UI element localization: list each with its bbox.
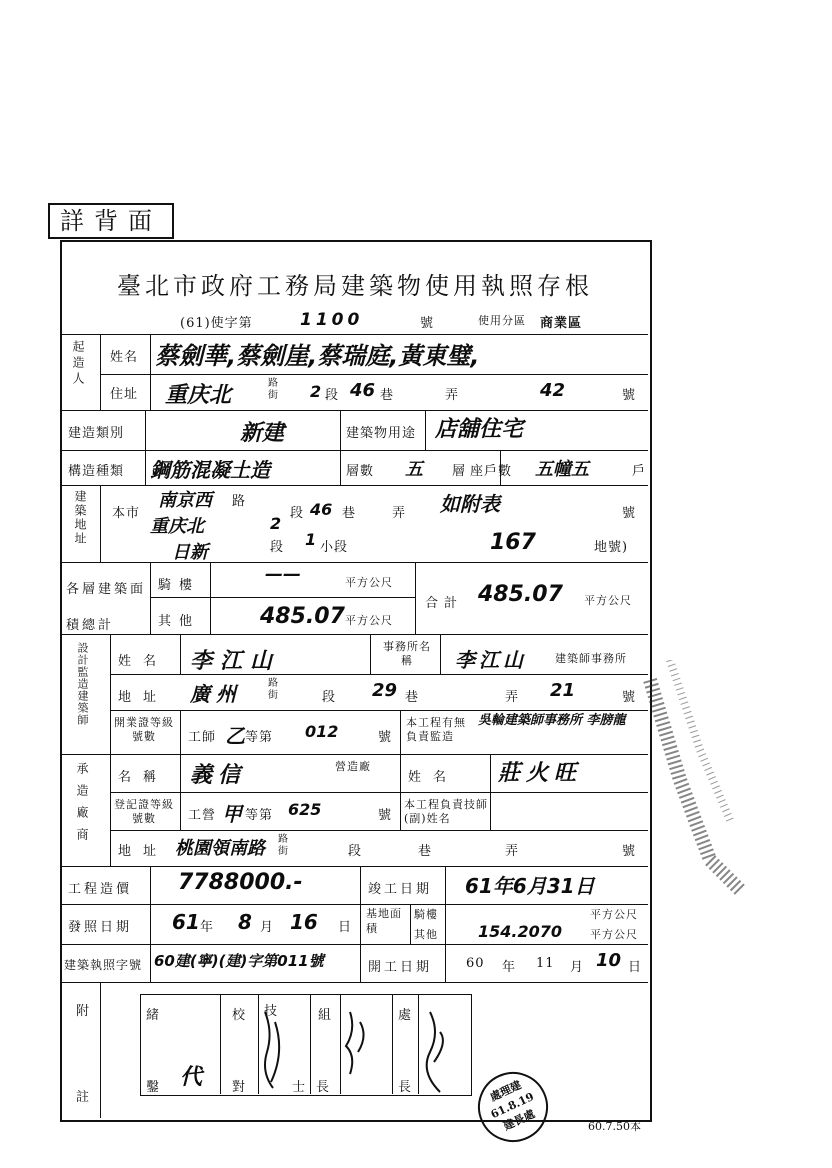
start-day-label: 日	[628, 960, 643, 975]
signature-col-3: 技	[264, 1004, 279, 1019]
applicant-sec: 2	[310, 382, 322, 401]
completion-value: 61年6月31日	[465, 874, 595, 898]
other-area-label: 其他	[158, 614, 201, 629]
architect-lane: 29	[372, 680, 398, 701]
scan-noise	[640, 660, 760, 900]
architect-alley-label: 弄	[505, 690, 520, 705]
row-rule	[110, 830, 648, 831]
units-unit: 戶	[632, 464, 647, 479]
applicant-alley-label: 弄	[445, 388, 460, 403]
floors-unit: 層	[452, 464, 467, 479]
site-lane-label: 巷	[342, 506, 357, 521]
col-rule	[100, 334, 101, 410]
contractor-name: 義信	[190, 763, 247, 788]
building-use-label: 建築物用途	[346, 426, 417, 441]
arcade-value: ——	[265, 564, 301, 585]
row-rule	[110, 792, 648, 793]
notes-label-top: 附	[76, 1004, 91, 1019]
architect-no-label: 號	[622, 690, 637, 705]
col-rule	[490, 754, 491, 830]
issue-date-label: 發照日期	[68, 920, 133, 935]
base-other-unit: 平方公尺	[590, 928, 638, 941]
architect-license-label: 開業證等級號數	[114, 716, 174, 743]
contractor-reg-grade: 工營	[188, 808, 217, 823]
contractor-lane-label: 巷	[418, 844, 433, 859]
permit-value: 60建(寧)(建)字第011號	[154, 952, 324, 970]
architect-license-grade: 工師	[188, 730, 217, 745]
contractor-name-label: 名稱	[118, 770, 169, 785]
site-alley-label: 弄	[392, 506, 407, 521]
architect-name: 李江山	[190, 649, 281, 674]
start-month: 11	[536, 956, 555, 971]
col-rule	[415, 562, 416, 634]
applicant-sec-label: 段	[325, 388, 340, 403]
col-rule	[400, 754, 401, 830]
applicant-road-label: 路街	[268, 378, 279, 401]
structure-label: 構造種類	[68, 464, 125, 479]
col-rule	[440, 634, 441, 674]
site-no: 如附表	[440, 492, 500, 516]
site-road1-label: 路	[232, 494, 247, 509]
arcade-label: 騎樓	[158, 578, 201, 593]
col-rule	[400, 710, 401, 754]
row-rule	[62, 754, 648, 755]
site-lot-label: 地號)	[594, 540, 629, 555]
issue-month: 8	[238, 910, 252, 934]
col-rule	[150, 866, 151, 982]
col-rule	[150, 562, 151, 634]
notes-label-bottom: 註	[76, 1090, 91, 1105]
signature-bottom-5: 長	[316, 1080, 331, 1095]
zone-value: 商業區	[540, 316, 583, 331]
site-no-label: 號	[622, 506, 637, 521]
contractor-alley-label: 弄	[505, 844, 520, 859]
contractor-section-label: 承造廠商	[75, 762, 89, 850]
permit-number-prefix: (61)使字第	[180, 316, 253, 331]
col-rule	[145, 410, 146, 485]
contractor-addr-label: 地址	[118, 844, 169, 859]
architect-supervisor-label: 本工程有無負責監造	[406, 716, 466, 743]
applicant-section-label: 起造人	[71, 340, 85, 388]
col-rule	[210, 562, 211, 634]
architect-office-label: 事務所名稱	[383, 640, 431, 667]
issue-year-label: 年	[200, 920, 215, 935]
start-month-label: 月	[570, 960, 585, 975]
architect-supervisor: 吳輪建築師事務所 李膀龍	[478, 713, 626, 728]
architect-addr: 廣州	[190, 682, 242, 706]
row-rule	[62, 634, 648, 635]
completion-label: 竣工日期	[368, 882, 433, 897]
building-type-value: 新建	[240, 421, 285, 446]
area-section-label: 各層建築面積總計	[66, 582, 147, 633]
col-rule	[410, 904, 411, 944]
architect-license-no: 012	[305, 722, 339, 741]
contractor-engineer-label: 本工程負責技師(副)姓名	[404, 798, 488, 825]
col-rule	[150, 334, 151, 410]
start-year: 60	[466, 956, 485, 971]
signature-col-2: 校	[232, 1008, 247, 1023]
total-area-unit: 平方公尺	[584, 594, 632, 607]
site-sec1: 2	[270, 514, 282, 533]
total-area-label: 合計	[425, 596, 464, 611]
contractor-grade-label: 等第	[245, 808, 274, 823]
applicant-addr-label: 住址	[110, 387, 139, 402]
contractor-person: 莊火旺	[498, 761, 583, 786]
site-lot: 167	[490, 530, 536, 555]
total-area-value: 485.07	[478, 582, 563, 607]
site-subsec: 1	[305, 530, 317, 549]
col-rule	[340, 410, 341, 485]
contractor-person-label: 姓名	[408, 770, 459, 785]
row-rule	[62, 450, 648, 451]
building-type-label: 建造類別	[68, 426, 125, 441]
row-rule	[100, 374, 648, 375]
site-sec2-label: 段	[270, 540, 285, 555]
start-date-label: 開工日期	[368, 960, 433, 975]
approval-stamp: 處理建 61.8.19 建長處	[466, 1060, 559, 1153]
col-rule	[370, 634, 371, 674]
row-rule	[62, 982, 648, 983]
site-district: 日新	[172, 542, 208, 563]
units-value: 五幢五	[535, 459, 589, 480]
applicant-lane-label: 巷	[380, 388, 395, 403]
architect-addr-label: 地址	[118, 690, 169, 705]
contractor-no-label: 號	[622, 844, 637, 859]
col-rule	[445, 866, 446, 982]
contractor-road-label: 路街	[278, 834, 289, 857]
base-other-label: 其他	[414, 928, 438, 941]
site-subsec-label: 小段	[320, 540, 349, 555]
col-rule	[425, 410, 426, 450]
issue-day: 16	[290, 910, 318, 934]
cost-value: 7788000.-	[178, 870, 303, 895]
other-area-value: 485.07	[260, 604, 345, 629]
applicant-no: 42	[540, 380, 566, 401]
base-area-value: 154.2070	[478, 922, 563, 941]
site-sec1-label: 段	[290, 506, 305, 521]
applicant-name-label: 姓名	[110, 350, 139, 365]
col-rule	[360, 866, 361, 982]
architect-section-label: 設計監造建築師	[76, 642, 89, 726]
contractor-sec-label: 段	[348, 844, 363, 859]
applicant-no-label: 號	[622, 388, 637, 403]
start-year-label: 年	[502, 960, 517, 975]
architect-road-label: 路街	[268, 678, 279, 701]
building-use-value: 店舖住宅	[435, 417, 524, 442]
architect-name-label: 姓名	[118, 654, 169, 669]
form-footer: 60.7.50本	[588, 1120, 641, 1133]
arcade-unit: 平方公尺	[345, 576, 393, 589]
architect-lane-label: 巷	[405, 690, 420, 705]
contractor-firm-type: 營造廠	[335, 760, 371, 773]
applicant-lane: 46	[350, 380, 376, 401]
base-arcade-label: 騎樓	[414, 908, 438, 921]
applicant-road: 重庆北	[165, 383, 232, 408]
zone-label: 使用分區	[478, 314, 526, 327]
base-arcade-unit: 平方公尺	[590, 908, 638, 921]
tab-label: 詳背面	[48, 203, 174, 239]
col-rule	[180, 634, 181, 674]
floors-label: 層數	[346, 464, 375, 479]
signature-bottom-1: 鑿	[146, 1080, 161, 1095]
col-rule	[110, 634, 111, 866]
site-section-label: 建築地址	[73, 490, 87, 546]
base-area-label: 基地面積	[366, 907, 402, 935]
architect-license-class: 乙	[225, 724, 245, 748]
site-road2: 重庆北	[150, 516, 204, 537]
row-rule	[62, 485, 648, 486]
issue-month-label: 月	[260, 920, 275, 935]
contractor-reg-no-label: 號	[378, 808, 393, 823]
signature-bottom-3: 對	[232, 1080, 247, 1095]
signature-col-rule	[220, 994, 221, 1094]
architect-no: 21	[550, 680, 576, 701]
col-rule	[180, 710, 181, 830]
applicant-name: 蔡劍華,蔡劍崖,蔡瑞庭,黃東璧,	[155, 342, 480, 370]
site-lane1: 46	[310, 500, 333, 519]
structure-value: 鋼筋混凝土造	[150, 458, 270, 482]
permit-number: 1100	[300, 310, 364, 330]
site-road1: 南京西	[158, 490, 212, 511]
row-rule	[150, 597, 415, 598]
signature-bottom-6: 長	[398, 1080, 413, 1095]
architect-grade-label: 等第	[245, 730, 274, 745]
form-title: 臺北市政府工務局建築物使用執照存根	[117, 272, 593, 300]
signature-bottom-4: 士	[292, 1080, 307, 1095]
units-label: 座戶數	[470, 464, 513, 479]
other-area-unit: 平方公尺	[345, 614, 393, 627]
start-day: 10	[596, 950, 622, 971]
architect-license-no-label: 號	[378, 730, 393, 745]
floors-value: 五	[405, 459, 423, 480]
architect-office: 李江山	[455, 648, 527, 672]
issue-year: 61	[172, 910, 200, 934]
signature-col-5: 處	[398, 1008, 413, 1023]
signature-bottom-2: 代	[180, 1065, 203, 1090]
row-rule	[110, 710, 648, 711]
row-rule	[62, 410, 648, 411]
cost-label: 工程造價	[68, 882, 133, 897]
col-rule	[100, 982, 101, 1118]
site-city: 本市	[112, 506, 141, 521]
signature-col-1: 緒	[146, 1008, 161, 1023]
architect-office-suffix: 建築師事務所	[555, 652, 627, 665]
architect-sec-label: 段	[322, 690, 337, 705]
contractor-reg-no: 625	[288, 800, 322, 819]
signature-col-4: 組	[318, 1008, 333, 1023]
contractor-addr: 桃園領南路	[175, 838, 265, 859]
col-rule	[100, 485, 101, 562]
issue-day-label: 日	[338, 920, 353, 935]
permit-number-suffix: 號	[420, 316, 435, 331]
signature-scribbles	[255, 992, 475, 1102]
contractor-reg-class: 甲	[222, 802, 242, 826]
permit-label: 建築執照字號	[64, 958, 143, 972]
contractor-reg-label: 登記證等級號數	[114, 798, 174, 825]
